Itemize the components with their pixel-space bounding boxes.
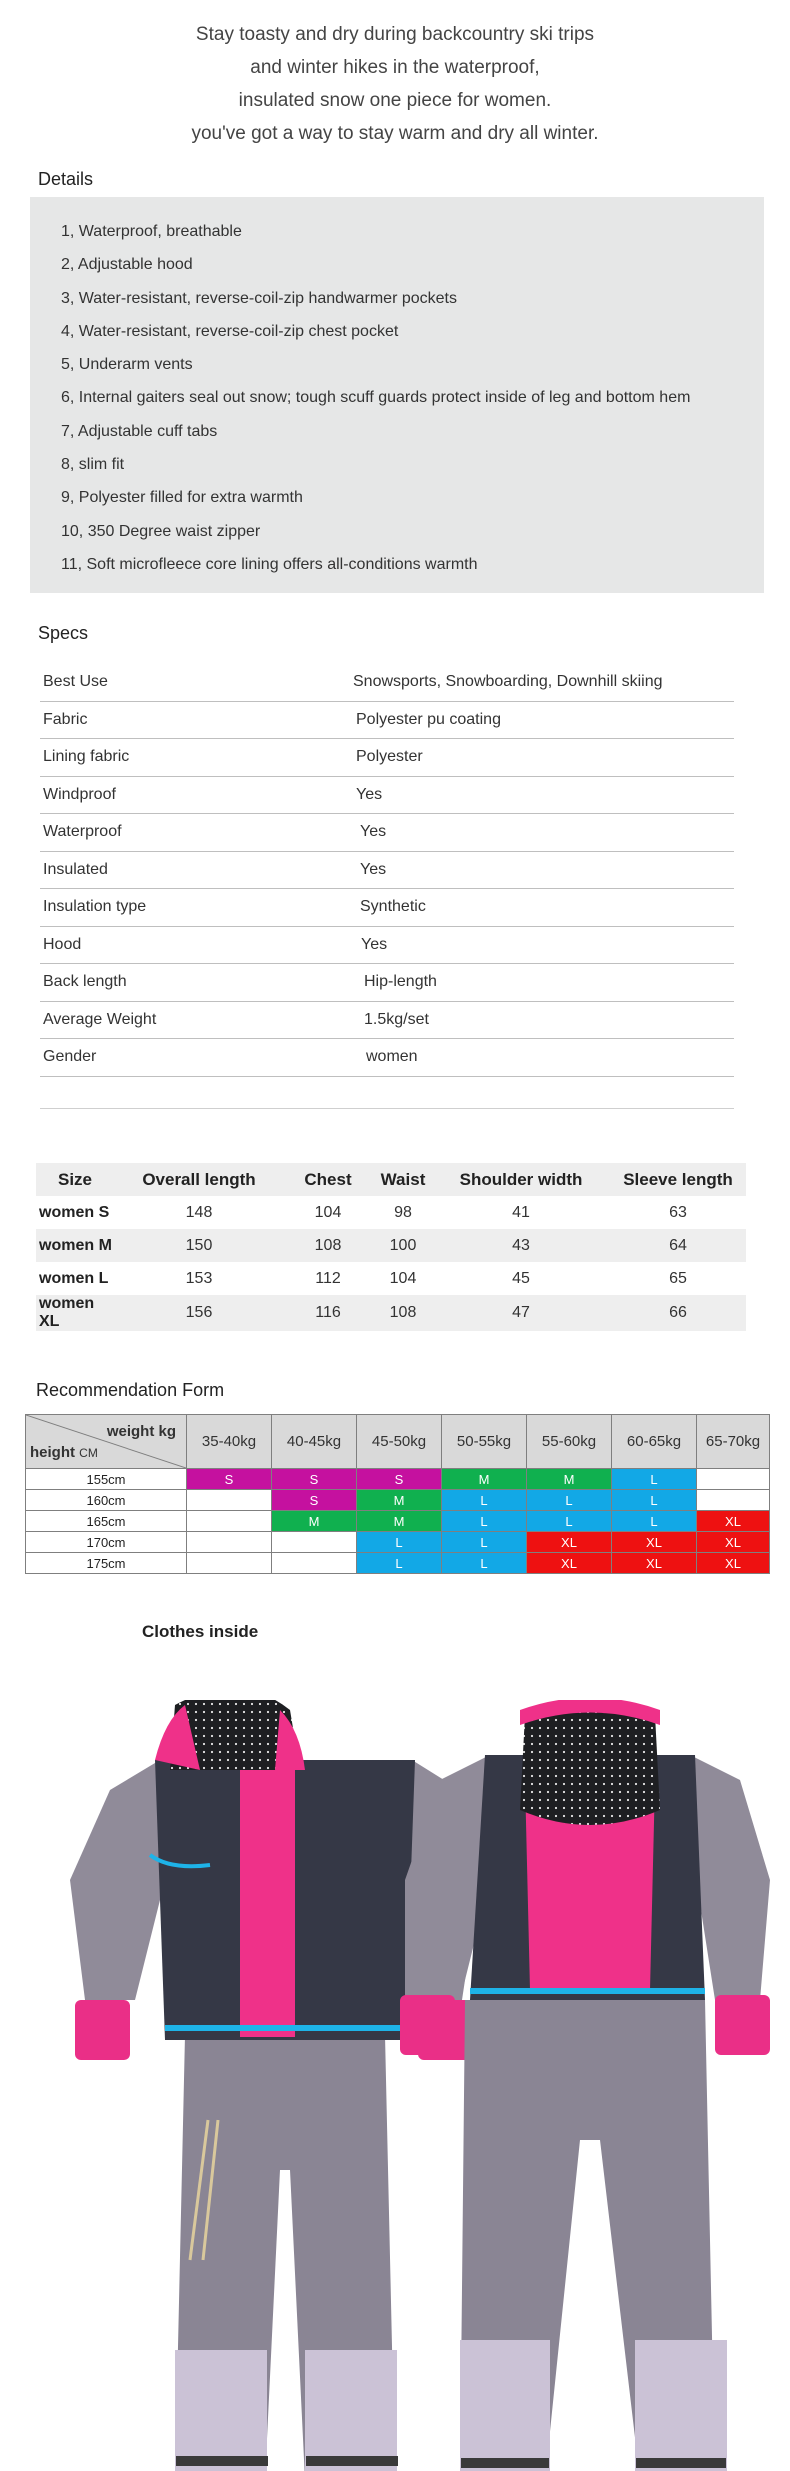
size-cell: 104 bbox=[314, 1203, 342, 1221]
size-recommendation-cell: M bbox=[442, 1469, 527, 1490]
size-header: Sleeve length bbox=[623, 1169, 733, 1189]
size-cell: 150 bbox=[185, 1236, 213, 1254]
recommendation-row bbox=[26, 1469, 770, 1490]
height-unit: CM bbox=[79, 1446, 98, 1460]
size-recommendation-cell: M bbox=[357, 1490, 442, 1511]
spec-row bbox=[40, 814, 734, 852]
size-recommendation-cell: L bbox=[612, 1490, 697, 1511]
spec-value: Polyester pu coating bbox=[356, 710, 501, 728]
size-header: Shoulder width bbox=[459, 1169, 583, 1189]
details-item: 1, Waterproof, breathable bbox=[61, 223, 242, 240]
size-cell: 66 bbox=[669, 1304, 687, 1321]
weight-header: 40-45kg bbox=[272, 1415, 357, 1469]
recommendation-row bbox=[26, 1532, 770, 1553]
size-cell: women L bbox=[39, 1269, 109, 1287]
spec-key: Gender bbox=[43, 1048, 97, 1065]
details-item: 7, Adjustable cuff tabs bbox=[61, 422, 218, 440]
size-cell: 108 bbox=[389, 1304, 417, 1321]
size-recommendation-cell: M bbox=[357, 1511, 442, 1532]
intro-line: insulated snow one piece for women. bbox=[238, 90, 552, 111]
size-header-row bbox=[36, 1163, 746, 1196]
spec-key: Insulated bbox=[43, 860, 108, 878]
weight-header: 50-55kg bbox=[442, 1415, 527, 1469]
size-recommendation-cell: XL bbox=[697, 1553, 770, 1574]
size-cell: 104 bbox=[389, 1269, 417, 1287]
recommendation-row bbox=[26, 1511, 770, 1532]
intro-line: you've got a way to stay warm and dry all winter. bbox=[191, 123, 599, 144]
size-row bbox=[36, 1196, 746, 1229]
specs-table bbox=[40, 664, 734, 1077]
height-cell: 155cm bbox=[26, 1469, 187, 1490]
size-row bbox=[36, 1229, 746, 1262]
spec-value: Snowsports, Snowboarding, Downhill skiing bbox=[353, 673, 663, 690]
specs-title: Specs bbox=[38, 623, 89, 643]
size-recommendation-cell: S bbox=[272, 1490, 357, 1511]
size-recommendation-cell: M bbox=[272, 1511, 357, 1532]
size-recommendation-cell: L bbox=[527, 1511, 612, 1532]
size-recommendation-cell: S bbox=[272, 1469, 357, 1490]
details-item: 8, slim fit bbox=[61, 456, 125, 474]
height-cell: 160cm bbox=[26, 1490, 187, 1511]
spec-row bbox=[40, 1039, 734, 1077]
details-item: 3, Water-resistant, reverse-coil-zip handwarmer pockets bbox=[61, 289, 457, 307]
size-cell: 41 bbox=[512, 1203, 530, 1221]
size-cell: 108 bbox=[314, 1236, 342, 1254]
spec-row bbox=[40, 739, 734, 777]
size-recommendation-cell bbox=[187, 1511, 272, 1532]
height-cell: 170cm bbox=[26, 1532, 187, 1553]
height-label-text: height bbox=[30, 1444, 75, 1461]
spec-row bbox=[40, 1002, 734, 1040]
size-chart bbox=[36, 1163, 746, 1331]
back-view bbox=[400, 1700, 770, 2471]
intro-text bbox=[0, 18, 790, 150]
details-item: 5, Underarm vents bbox=[61, 356, 193, 374]
size-cell: 153 bbox=[185, 1269, 213, 1287]
size-cell: 43 bbox=[512, 1236, 530, 1254]
spec-row bbox=[40, 702, 734, 740]
spec-value: Yes bbox=[361, 935, 388, 953]
size-recommendation-cell: XL bbox=[612, 1532, 697, 1553]
weight-header: 35-40kg bbox=[187, 1415, 272, 1469]
size-cell: 63 bbox=[669, 1203, 687, 1221]
intro-line: Stay toasty and dry during backcountry ski trips bbox=[195, 24, 595, 45]
size-cell: women S bbox=[39, 1203, 110, 1221]
weight-header: 60-65kg bbox=[612, 1415, 697, 1469]
size-cell: 64 bbox=[669, 1236, 687, 1254]
details-item: 2, Adjustable hood bbox=[61, 256, 193, 274]
recommendation-row bbox=[26, 1553, 770, 1574]
recommendation-table bbox=[25, 1414, 770, 1574]
details-item: 6, Internal gaiters seal out snow; tough scuff guards protect inside of leg and bottom hem bbox=[61, 389, 691, 407]
size-recommendation-cell bbox=[187, 1553, 272, 1574]
recommendation-header-row bbox=[26, 1415, 770, 1469]
details-item: 10, 350 Degree waist zipper bbox=[61, 522, 261, 540]
size-recommendation-cell bbox=[272, 1553, 357, 1574]
spec-value: Synthetic bbox=[360, 898, 426, 915]
details-box bbox=[30, 197, 764, 593]
weight-header: 55-60kg bbox=[527, 1415, 612, 1469]
specs-divider bbox=[40, 1108, 734, 1109]
size-recommendation-cell: S bbox=[187, 1469, 272, 1490]
size-row bbox=[36, 1295, 746, 1331]
size-cell: 156 bbox=[185, 1304, 213, 1321]
spec-key: Back length bbox=[43, 973, 127, 990]
recommendation-title: Recommendation Form bbox=[36, 1380, 225, 1400]
size-recommendation-cell bbox=[187, 1532, 272, 1553]
spec-value: women bbox=[366, 1048, 418, 1065]
size-recommendation-cell bbox=[187, 1490, 272, 1511]
spec-value: Yes bbox=[356, 785, 383, 803]
spec-key: Waterproof bbox=[43, 823, 122, 840]
size-recommendation-cell: L bbox=[357, 1532, 442, 1553]
spec-row bbox=[40, 964, 734, 1002]
size-header: Size bbox=[58, 1169, 93, 1189]
size-recommendation-cell: XL bbox=[697, 1511, 770, 1532]
size-cell: 47 bbox=[512, 1304, 530, 1321]
size-recommendation-cell: L bbox=[442, 1553, 527, 1574]
size-recommendation-cell: L bbox=[442, 1490, 527, 1511]
clothes-title: Clothes inside bbox=[142, 1622, 259, 1641]
size-cell: 148 bbox=[185, 1203, 213, 1221]
spec-key: Best Use bbox=[43, 673, 108, 690]
height-cell: 175cm bbox=[26, 1553, 187, 1574]
size-header: Overall length bbox=[142, 1169, 256, 1189]
size-cell: 100 bbox=[389, 1236, 417, 1254]
recommendation-row bbox=[26, 1490, 770, 1511]
spec-key: Average Weight bbox=[43, 1010, 157, 1028]
front-view bbox=[70, 1700, 480, 2471]
details-item: 11, Soft microfleece core lining offers all-conditions warmth bbox=[61, 555, 478, 573]
size-recommendation-cell: L bbox=[442, 1511, 527, 1532]
size-recommendation-cell: XL bbox=[527, 1553, 612, 1574]
spec-row bbox=[40, 889, 734, 927]
size-cell: 116 bbox=[315, 1304, 341, 1321]
size-cell: 112 bbox=[315, 1269, 341, 1287]
spec-row bbox=[40, 664, 734, 702]
intro-line: and winter hikes in the waterproof, bbox=[250, 57, 540, 78]
spec-key: Windproof bbox=[43, 785, 116, 803]
spec-key: Hood bbox=[43, 935, 82, 953]
weight-header: 65-70kg bbox=[697, 1415, 770, 1469]
size-recommendation-cell bbox=[697, 1490, 770, 1511]
spec-value: Yes bbox=[360, 823, 387, 840]
size-recommendation-cell bbox=[272, 1532, 357, 1553]
height-cell: 165cm bbox=[26, 1511, 187, 1532]
size-header: Chest bbox=[304, 1169, 352, 1189]
details-item: 9, Polyester filled for extra warmth bbox=[61, 489, 303, 507]
size-recommendation-cell: M bbox=[527, 1469, 612, 1490]
size-recommendation-cell: L bbox=[612, 1511, 697, 1532]
size-recommendation-cell: S bbox=[357, 1469, 442, 1490]
size-header: Waist bbox=[380, 1169, 426, 1189]
spec-key: Lining fabric bbox=[43, 748, 130, 765]
details-title: Details bbox=[38, 169, 94, 189]
size-cell: 98 bbox=[394, 1203, 412, 1221]
spec-value: Yes bbox=[360, 860, 387, 878]
spec-row bbox=[40, 852, 734, 890]
size-recommendation-cell: XL bbox=[612, 1553, 697, 1574]
spec-key: Fabric bbox=[43, 710, 88, 728]
spec-value: 1.5kg/set bbox=[364, 1010, 429, 1028]
spec-value: Polyester bbox=[356, 748, 423, 765]
size-recommendation-cell: L bbox=[357, 1553, 442, 1574]
spec-key: Insulation type bbox=[43, 898, 147, 915]
spec-row bbox=[40, 927, 734, 965]
size-cell: 65 bbox=[669, 1269, 687, 1287]
size-recommendation-cell: L bbox=[612, 1469, 697, 1490]
recommendation-corner bbox=[26, 1415, 187, 1469]
size-cell: women M bbox=[39, 1236, 112, 1254]
spec-value: Hip-length bbox=[364, 973, 437, 990]
size-recommendation-cell bbox=[697, 1469, 770, 1490]
weight-header: 45-50kg bbox=[357, 1415, 442, 1469]
product-photos bbox=[0, 1700, 790, 2471]
height-label bbox=[30, 1444, 98, 1461]
weight-label: weight kg bbox=[106, 1423, 176, 1440]
suit-illustrations bbox=[0, 1700, 790, 2471]
size-recommendation-cell: L bbox=[527, 1490, 612, 1511]
size-cell: women XL bbox=[39, 1295, 95, 1330]
size-cell: 45 bbox=[512, 1269, 530, 1287]
spec-row bbox=[40, 777, 734, 815]
size-recommendation-cell: L bbox=[442, 1532, 527, 1553]
size-row bbox=[36, 1262, 746, 1295]
size-recommendation-cell: XL bbox=[527, 1532, 612, 1553]
details-item: 4, Water-resistant, reverse-coil-zip chest pocket bbox=[61, 322, 399, 340]
size-recommendation-cell: XL bbox=[697, 1532, 770, 1553]
